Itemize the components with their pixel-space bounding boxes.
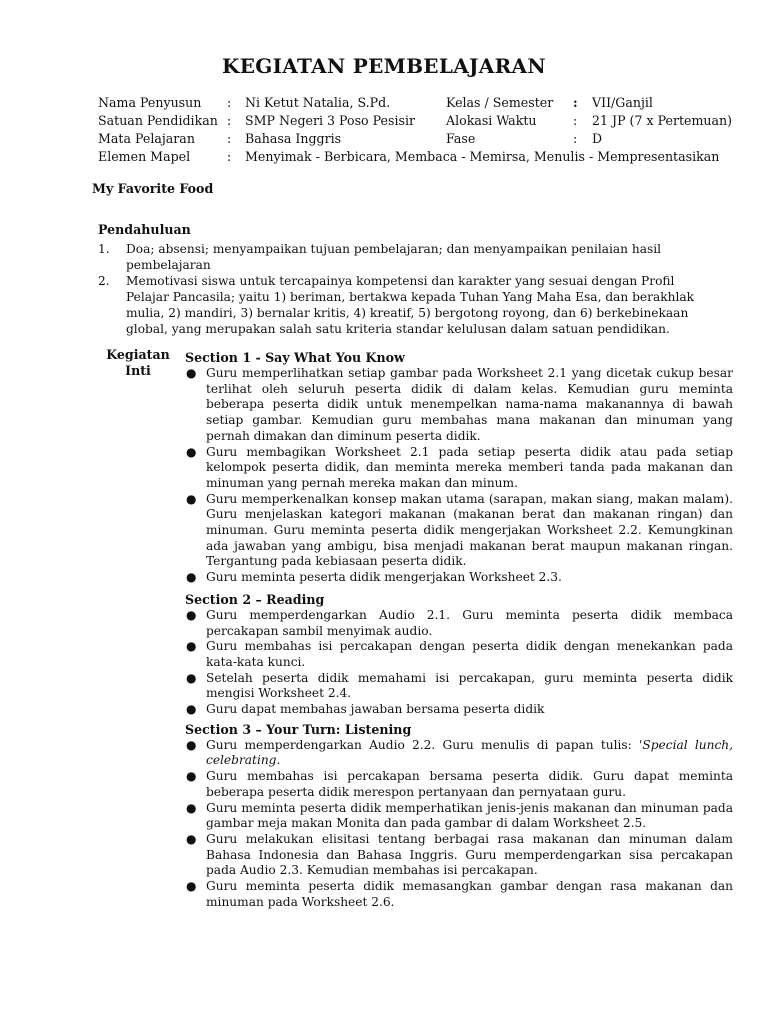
list-item [185,832,733,879]
elemen-value: Menyimak - Berbicara, Membaca - Memirsa, Menulis - Mempresentasikan [245,149,720,164]
list-number: 1. [98,242,110,256]
list-item [185,769,733,800]
bullet-text: Guru melakukan elisitasi tentang berbagai rasa makanan dan minuman dalam Bahasa Indonesia dan Bahasa Inggris. Guru memperdengarkan sisa percakapan pada Audio 2.3. Kemudian membahas isi percakapan. [206,831,733,878]
bullet-text: Guru dapat membahas jawaban bersama peserta didik [206,702,545,717]
pendahuluan-list [98,241,698,338]
bullet-text-suffix: . [276,753,281,768]
bullet-icon: ● [186,366,197,380]
list-item [185,445,733,492]
bullet-text: Guru membahas isi percakapan bersama peserta didik. Guru dapat meminta beberapa peserta didik merespon pertanyaan dan pernyataan guru. [206,769,733,799]
list-number: 2. [98,274,110,289]
list-item [185,366,733,445]
section-3-title: Section 3 – Your Turn: Listening [185,721,412,737]
list-item [185,492,733,571]
list-item [185,570,733,586]
bullet-text: Setelah peserta didik memahami isi percakapan, guru meminta peserta didik mengisi Worksheet 2.4. [206,670,733,701]
section-2-title: Section 2 – Reading [185,591,325,607]
bullet-icon: ● [186,607,197,622]
bullet-text: Guru memperkenalkan konsep makan utama (sarapan, makan siang, makan malam). Guru menjelaskan kategori makanan (makanan berat dan makanan ringan) dan minuman. Guru meminta peserta didik mengerjakan Worksheet 2.2. Kemungkinan ada jawaban yang ambigu, bisa menjadi makanan berat maupun makanan ringan. Tergantung pada kebiasaan peserta didik. [206,491,733,569]
fase-value: D [592,131,603,146]
colon: : [227,95,232,110]
pendahuluan-heading: Pendahuluan [98,222,191,237]
bullet-text-prefix: Guru memperdengarkan Audio 2.2. Guru menulis di papan tulis: ' [206,737,643,752]
list-item [98,273,698,337]
list-item [98,241,698,273]
colon: : [227,149,232,164]
nama-value: Ni Ketut Natalia, S.Pd. [245,95,391,110]
mapel-value: Bahasa Inggris [245,131,342,146]
bullet-icon: ● [186,702,197,717]
meta-row-3 [98,130,738,148]
bullet-icon: ● [186,769,197,784]
alokasi-value: 21 JP (7 x Pertemuan) [592,113,733,128]
list-item [185,608,733,639]
nama-label: Nama Penyusun [98,95,202,110]
bullet-icon: ● [186,570,197,585]
kelas-label: Kelas / Semester [446,95,554,110]
satuan-value: SMP Negeri 3 Poso Pesisir [245,113,416,128]
fase-label: Fase [446,131,476,146]
bullet-text: Guru meminta peserta didik mengerjakan Worksheet 2.3. [206,570,562,585]
meta-row-4 [98,148,738,166]
meta-row-1 [98,94,738,112]
list-text: Memotivasi siswa untuk tercapainya kompetensi dan karakter yang sesuai dengan Profil Pelajar Pancasila; yaitu 1) beriman, bertakwa kepada Tuhan Yang Maha Esa, dan berakhlak mulia, 2) mandiri, 3) bernalar kritis, 4) kreatif, 5) bergotong royong, dan 6) berkebinekaan global, yang merupakan salah satu kriteria standar kelulusan dalam satuan pendidikan. [126,274,694,337]
bullet-icon: ● [186,444,197,459]
bullet-icon: ● [186,639,197,654]
list-item [185,879,733,910]
list-item [185,738,733,769]
bullet-text-italic: Special lunch, celebrating [206,737,733,768]
bullet-text: Guru membagikan Worksheet 2.1 pada setiap peserta didik atau pada setiap kelompok peserta didik, dan meminta mereka memberi tanda pada makanan dan minuman yang pernah mereka makan dan minum. [206,444,733,490]
bullet-icon: ● [186,670,197,685]
colon: : [227,131,232,146]
bullet-icon: ● [186,831,197,846]
bullet-text: Guru memperlihatkan setiap gambar pada Worksheet 2.1 yang dicetak cukup besar terlihat oleh seluruh peserta didik di dalam kelas. Kemudian guru meminta beberapa peserta didik untuk menempelkan nama-nama makanannya di bawah setiap gambar. Kemudian guru membahas mana makanan dan minuman yang pernah dimakan dan diminum peserta didik. [206,366,733,443]
bullet-icon: ● [186,879,197,894]
bullet-text: Guru membahas isi percakapan dengan peserta didik dengan menekankan pada kata-kata kunci. [206,639,733,669]
mapel-label: Mata Pelajaran [98,131,195,146]
bullet-text: Guru meminta peserta didik memasangkan gambar dengan rasa makanan dan minuman pada Worksheet 2.6. [206,879,733,909]
kelas-value: VII/Ganjil [592,95,653,110]
kegiatan-inti-label: Kegiatan Inti [106,347,170,378]
colon: : [227,113,232,128]
alokasi-label: Alokasi Waktu [446,113,537,128]
colon: : [573,95,578,110]
list-item [185,671,733,702]
elemen-label: Elemen Mapel [98,149,191,164]
bullet-icon: ● [186,491,197,506]
list-item [185,639,733,670]
bullet-icon: ● [186,737,197,752]
page-title: KEGIATAN PEMBELAJARAN [222,54,546,78]
section-1-title: Section 1 - Say What You Know [185,350,405,365]
subject-title: My Favorite Food [92,181,214,196]
colon: : [573,113,578,128]
colon: : [573,131,578,146]
list-item [185,801,733,832]
list-text: Doa; absensi; menyampaikan tujuan pembelajaran; dan menyampaikan penilaian hasil pembelajaran [126,242,662,273]
bullet-text: Guru meminta peserta didik memperhatikan jenis-jenis makanan dan minuman pada gambar meja makan Monita dan pada gambar di dalam Worksheet 2.5. [206,800,733,831]
bullet-text: Guru memperdengarkan Audio 2.1. Guru meminta peserta didik membaca percakapan sambil menyimak audio. [206,607,733,638]
list-item [185,702,733,718]
meta-row-2 [98,112,738,130]
bullet-icon: ● [186,800,197,815]
satuan-label: Satuan Pendidikan [98,113,218,128]
identity-table [98,94,738,166]
kegiatan-inti-content [185,350,733,911]
